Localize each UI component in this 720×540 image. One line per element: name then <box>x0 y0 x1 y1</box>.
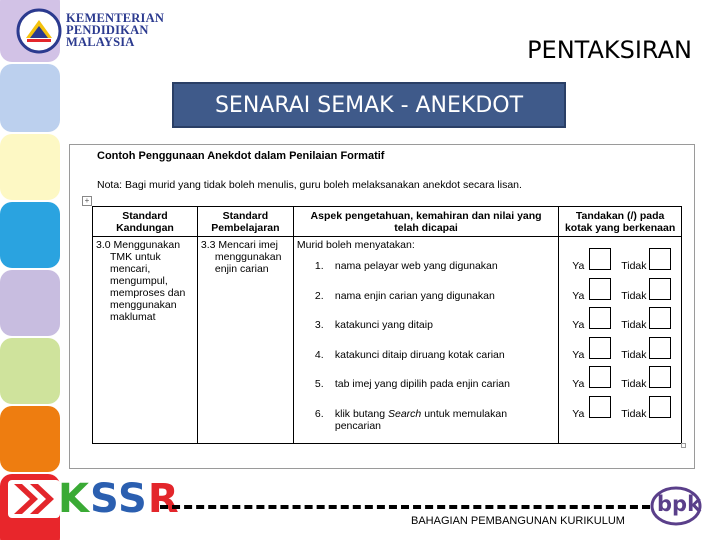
kssr-logo <box>0 476 180 522</box>
aspek-item-text: tab imej yang dipilih pada enjin carian <box>334 378 510 390</box>
header-standard-pembelajaran: Standard Pembelajaran <box>197 207 293 237</box>
footer-department: BAHAGIAN PEMBANGUNAN KURIKULUM <box>411 515 625 527</box>
aspek-item-text: nama enjin carian yang digunakan <box>334 289 495 302</box>
logo-line-2: PENDIDIKAN <box>66 23 149 37</box>
list-item <box>297 319 555 349</box>
list-item <box>297 378 555 408</box>
footer-dashed-divider <box>160 505 650 509</box>
strip-tab-green <box>0 338 60 404</box>
tick-row <box>562 408 678 438</box>
kssr-letter-s2: S <box>118 476 148 522</box>
ya-checkbox[interactable] <box>589 278 611 300</box>
table-resize-handle-icon[interactable] <box>681 443 686 448</box>
section-banner <box>172 82 566 128</box>
checklist-table <box>92 206 682 444</box>
strip-tab-orange <box>0 406 60 472</box>
aspek-text-after: untuk memulakan pencarian <box>334 407 508 432</box>
table-header-row <box>93 207 682 237</box>
aspek-item-number: 4. <box>314 348 324 361</box>
tidak-label: Tidak <box>621 289 647 302</box>
page-title: PENTAKSIRAN <box>527 36 692 64</box>
aspek-item-text: katakunci yang ditaip <box>334 319 433 331</box>
aspek-item-number: 1. <box>314 260 324 272</box>
tidak-checkbox[interactable] <box>649 366 671 388</box>
strip-tab-purple <box>0 270 60 336</box>
aspek-item-number: 5. <box>314 378 324 390</box>
aspek-item-number: 3. <box>314 319 324 331</box>
aspek-item-text: nama pelayar web yang digunakan <box>334 260 498 272</box>
kssr-letter-s1: S <box>90 476 119 522</box>
ya-label: Ya <box>572 319 585 331</box>
aspek-text-italic: Search <box>388 407 422 420</box>
list-item <box>297 408 555 438</box>
tidak-checkbox[interactable] <box>649 248 671 270</box>
cell-standard-kandungan <box>93 237 198 444</box>
header-aspek: Aspek pengetahuan, kemahiran dan nilai yang telah dicapai <box>293 207 558 237</box>
tidak-label: Tidak <box>621 407 647 420</box>
ya-checkbox[interactable] <box>589 307 611 329</box>
logo-line-1: KEMENTERIAN <box>66 11 165 25</box>
tidak-label: Tidak <box>621 260 647 272</box>
document-note: Nota: Bagi murid yang tidak boleh menulis, guru boleh melaksanakan anekdot secara lisan. <box>97 179 522 191</box>
ya-label: Ya <box>572 378 585 390</box>
header-standard-kandungan: Standard Kandungan <box>93 207 198 237</box>
double-chevron-icon <box>8 480 60 518</box>
strip-tab-blue <box>0 202 60 268</box>
list-item <box>297 260 555 290</box>
kssr-letter-k: K <box>58 476 90 522</box>
banner-title: SENARAI SEMAK - ANEKDOT <box>214 92 524 118</box>
kssr-letter-r: R <box>147 476 180 522</box>
kpm-emblem-icon <box>16 8 62 54</box>
aspek-text-before: klik butang <box>334 407 388 420</box>
left-color-strip <box>0 0 60 540</box>
ya-checkbox[interactable] <box>589 337 611 359</box>
tidak-checkbox[interactable] <box>649 396 671 418</box>
cell-tandakan <box>559 237 682 444</box>
tidak-label: Tidak <box>621 319 647 331</box>
document-title: Contoh Penggunaan Anekdot dalam Penilaian Formatif <box>97 150 385 162</box>
header-tandakan: Tandakan (/) pada kotak yang berkenaan <box>559 207 682 237</box>
document-frame <box>69 144 695 469</box>
ya-checkbox[interactable] <box>589 248 611 270</box>
kpm-logo <box>14 8 164 56</box>
aspek-item-number: 6. <box>314 407 324 420</box>
tidak-checkbox[interactable] <box>649 337 671 359</box>
ya-label: Ya <box>572 348 585 361</box>
tidak-checkbox[interactable] <box>649 278 671 300</box>
cell-standard-pembelajaran <box>197 237 293 444</box>
logo-line-3: MALAYSIA <box>66 35 135 49</box>
pembelajaran-text: 3.3 Mencari imej menggunakan enjin carian <box>200 239 282 275</box>
list-item <box>297 290 555 320</box>
bpk-logo-text: bpk <box>657 492 702 516</box>
table-row <box>93 237 682 444</box>
cell-aspek <box>293 237 558 444</box>
ya-label: Ya <box>572 407 585 420</box>
tidak-label: Tidak <box>621 378 647 390</box>
strip-tab-yellow <box>0 134 60 200</box>
ya-label: Ya <box>572 260 585 272</box>
table-move-handle-icon[interactable]: + <box>82 196 92 206</box>
kandungan-text: 3.0 Menggunakan TMK untuk mencari, mengumpul, memproses dan menggunakan maklumat <box>96 239 186 323</box>
tidak-label: Tidak <box>621 348 647 361</box>
tidak-checkbox[interactable] <box>649 307 671 329</box>
strip-tab-lightblue <box>0 64 60 132</box>
list-item <box>297 349 555 379</box>
aspek-item-number: 2. <box>314 289 324 302</box>
bpk-logo <box>648 484 704 528</box>
aspek-item-text <box>315 408 555 438</box>
ya-checkbox[interactable] <box>589 366 611 388</box>
aspek-item-text: katakunci ditaip diruang kotak carian <box>334 348 505 361</box>
aspek-intro: Murid boleh menyatakan: <box>296 239 415 251</box>
ya-checkbox[interactable] <box>589 396 611 418</box>
ya-label: Ya <box>572 289 585 302</box>
